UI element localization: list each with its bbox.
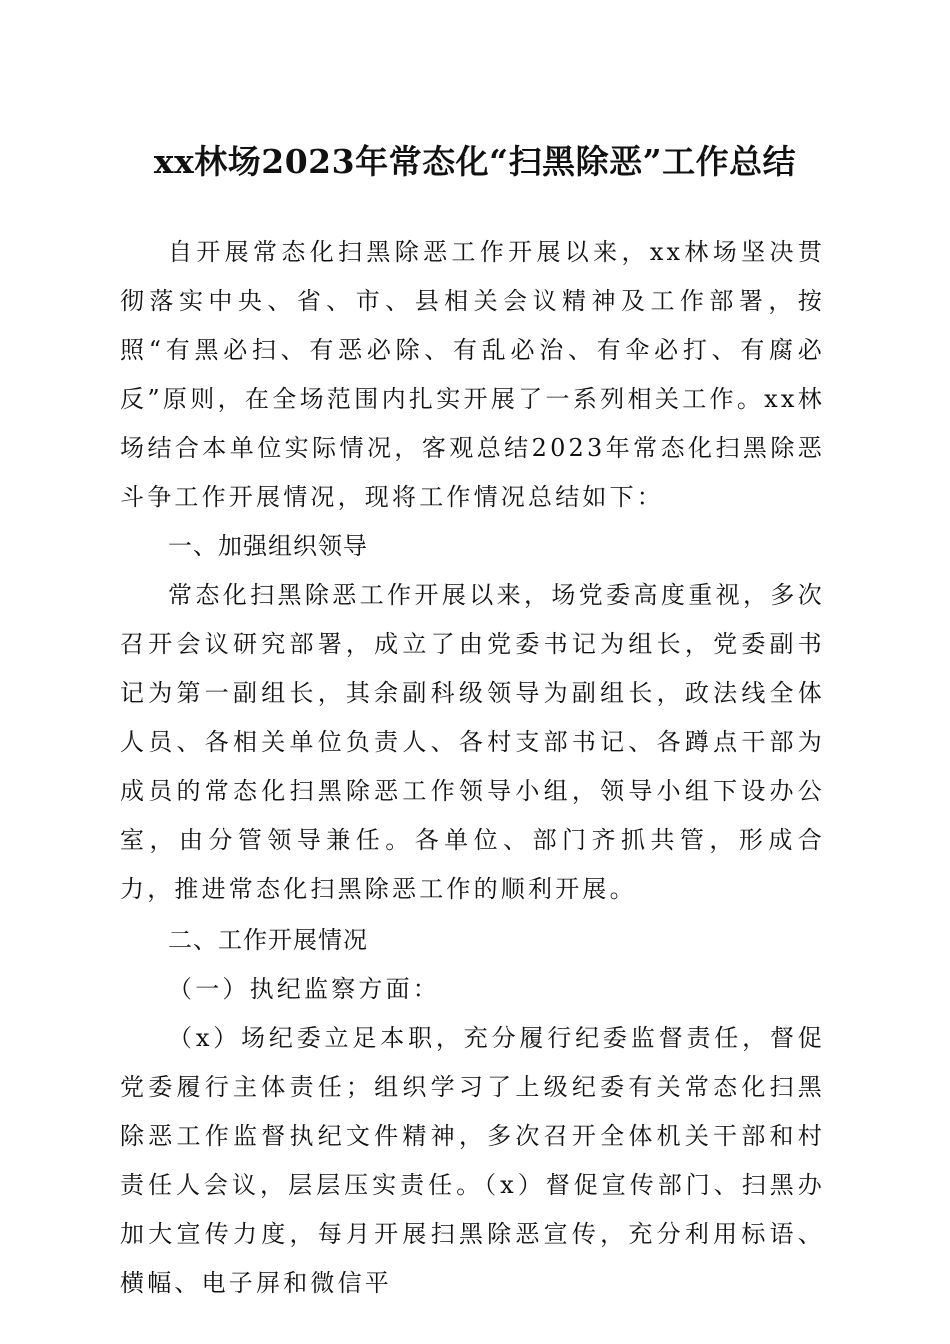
section-1-heading: 一、加强组织领导 [168,532,368,560]
intro-paragraph: 自开展常态化扫黑除恶工作开展以来，xx林场坚决贯彻落实中央、省、市、县相关会议精神及工作部署，按照“有黑必扫、有恶必除、有乱必治、有伞必打、有腐必反”原则，在全场范围内扎实开展了一系列相关工作。xx林场结合本单位实际情况，客观总结2023年常态化扫黑除恶斗争工作开展情况，现将工作情况总结如下： [120,238,825,511]
document-body [120,228,825,1308]
subsection-1-paragraph: （x）场纪委立足本职，充分履行纪委监督责任，督促党委履行主体责任；组织学习了上级纪委有关常态化扫黑除恶工作监督执纪文件精神，多次召开全体机关干部和村责任人会议，层层压实责任。（x）督促宣传部门、扫黑办加大宣传力度，每月开展扫黑除恶宣传，充分利用标语、横幅、电子屏和微信平 [120,1024,825,1297]
document-title: xx林场2023年常态化“扫黑除恶”工作总结 [153,142,797,181]
section-1-paragraph: 常态化扫黑除恶工作开展以来，场党委高度重视，多次召开会议研究部署，成立了由党委书记为组长，党委副书记为第一副组长，其余副科级领导为副组长，政法线全体人员、各相关单位负责人、各村支部书记、各蹲点干部为成员的常态化扫黑除恶工作领导小组，领导小组下设办公室，由分管领导兼任。各单位、部门齐抓共管，形成合力，推进常态化扫黑除恶工作的顺利开展。 [120,581,825,903]
section-2-heading: 二、工作开展情况 [168,926,368,954]
subsection-1-heading: （一）执纪监察方面： [168,975,440,1003]
